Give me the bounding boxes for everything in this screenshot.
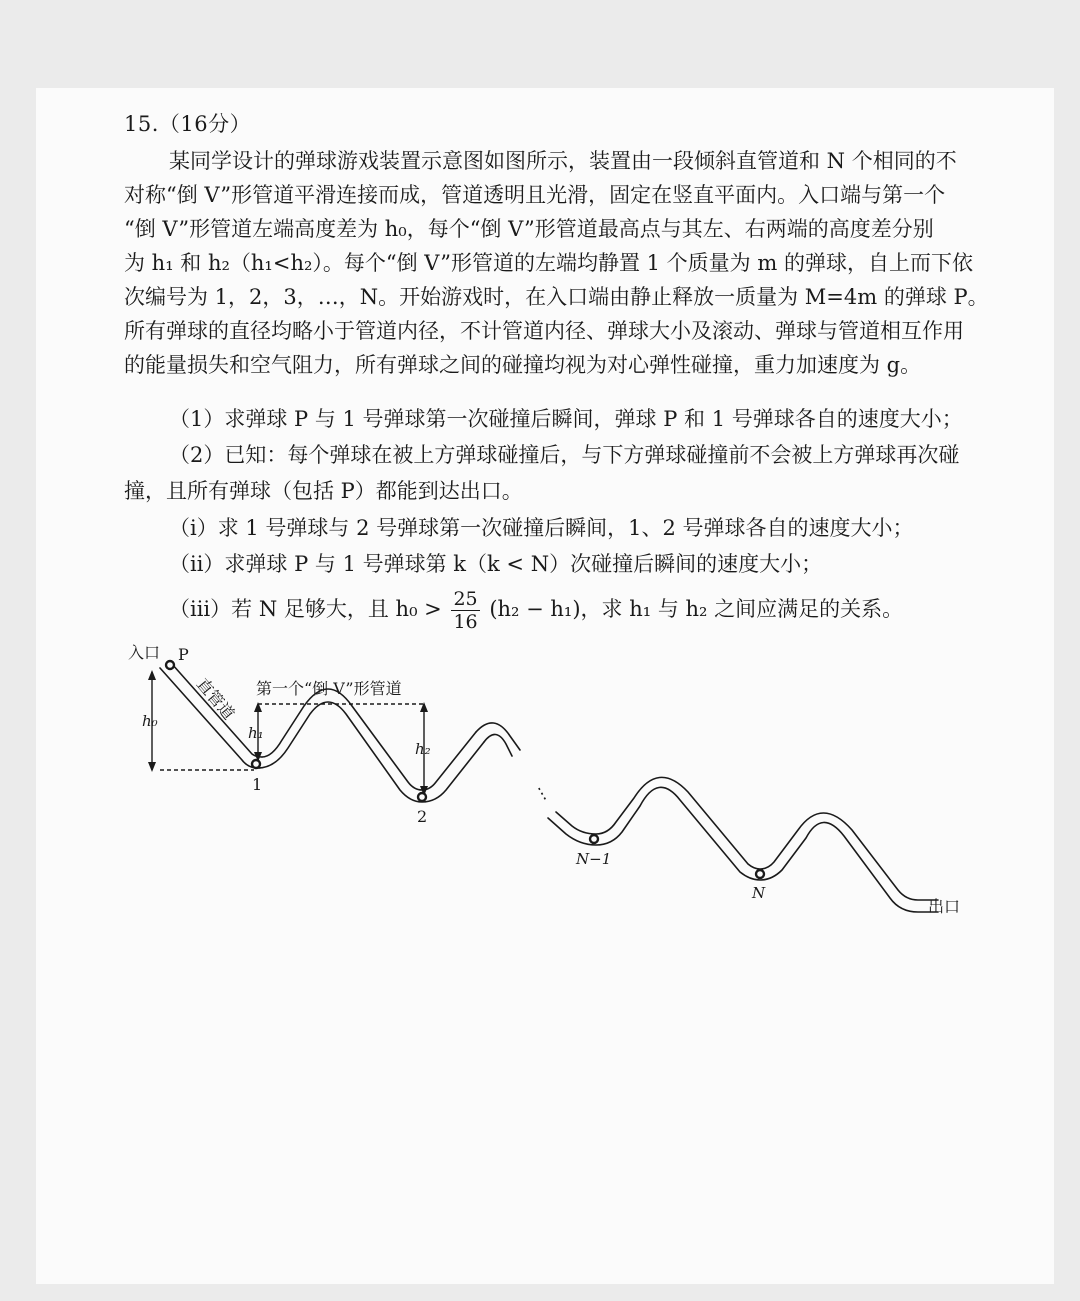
ball-1: [252, 760, 260, 768]
second-inverted-v-pipe: [476, 723, 520, 750]
h0-arrow-down: [148, 762, 156, 772]
part-2-intro: （2）已知：每个弹球在被上方弹球碰撞后，与下方弹球碰撞前不会被上方弹球再次碰: [169, 443, 960, 467]
ball-p: [166, 661, 174, 669]
ball-2-label: 2: [417, 807, 428, 826]
stem-line: 次编号为 1，2，3，…，N。开始游戏时，在入口端由静止释放一质量为 M=4m 的弹球 P。: [124, 285, 989, 309]
question-number: 15.（16分）: [124, 112, 252, 136]
h0-label: h₀: [142, 712, 158, 730]
fraction-numerator: 25: [453, 588, 478, 610]
part-2-iii-prefix: （ⅲ）若 N 足够大，且 h₀ >: [169, 597, 442, 621]
ball-2: [418, 793, 426, 801]
exit-label: 出口: [928, 897, 961, 916]
part-2-iii-suffix: (h₂ − h₁)，求 h₁ 与 h₂ 之间应满足的关系。: [489, 597, 904, 621]
first-inverted-v-pipe: [258, 702, 484, 802]
ball-n-label: N: [752, 884, 766, 902]
pipe-outlines: [160, 664, 938, 912]
h1-label: h₁: [248, 724, 264, 742]
ball-p-label: P: [178, 645, 189, 664]
h2-label: h₂: [415, 740, 431, 758]
stem-line: 某同学设计的弹球游戏装置示意图如图所示，装置由一段倾斜直管道和 N 个相同的不: [169, 149, 957, 173]
stem-line: 对称“倒 V”形管道平滑连接而成，管道透明且光滑，固定在竖直平面内。入口端与第一个: [124, 183, 946, 207]
ball-1-label: 1: [252, 775, 263, 794]
ellipsis-label: ⋮: [530, 780, 554, 806]
ball-n-minus-1-label: N−1: [576, 850, 612, 868]
part-2-ii: （ⅱ）求弹球 P 与 1 号弹球第 k（k < N）次碰撞后瞬间的速度大小；: [169, 552, 823, 576]
stem-line: 为 h₁ 和 h₂（h₁<h₂）。每个“倒 V”形管道的左端均静置 1 个质量为 m 的弹球，自上而下依: [124, 251, 973, 275]
entrance-label: 入口: [128, 643, 161, 662]
ball-n-minus-1: [590, 835, 598, 843]
fraction-denominator: 16: [453, 611, 478, 633]
ball-n: [756, 870, 764, 878]
first-pipe-label: 第一个“倒 V”形管道: [256, 679, 402, 698]
stem-line: 的能量损失和空气阻力，所有弹球之间的碰撞均视为对心弹性碰撞，重力加速度为 g。: [124, 353, 922, 377]
part-1: （1）求弹球 P 与 1 号弹球第一次碰撞后瞬间，弹球 P 和 1 号弹球各自的速度大小；: [169, 407, 963, 431]
straight-pipe-label: 直管道: [192, 674, 239, 724]
part-2-i: （ⅰ）求 1 号弹球与 2 号弹球第一次碰撞后瞬间，1、2 号弹球各自的速度大小；: [169, 516, 914, 540]
stem-line: 所有弹球的直径均略小于管道内径，不计管道内径、弹球大小及滚动、弹球与管道相互作用: [124, 319, 964, 343]
stem-line: “倒 V”形管道左端高度差为 h₀，每个“倒 V”形管道最高点与其左、右两端的高度差分别: [124, 217, 934, 241]
part-2-intro-cont: 撞，且所有弹球（包括 P）都能到达出口。: [124, 479, 523, 503]
h0-arrow-up: [148, 670, 156, 680]
